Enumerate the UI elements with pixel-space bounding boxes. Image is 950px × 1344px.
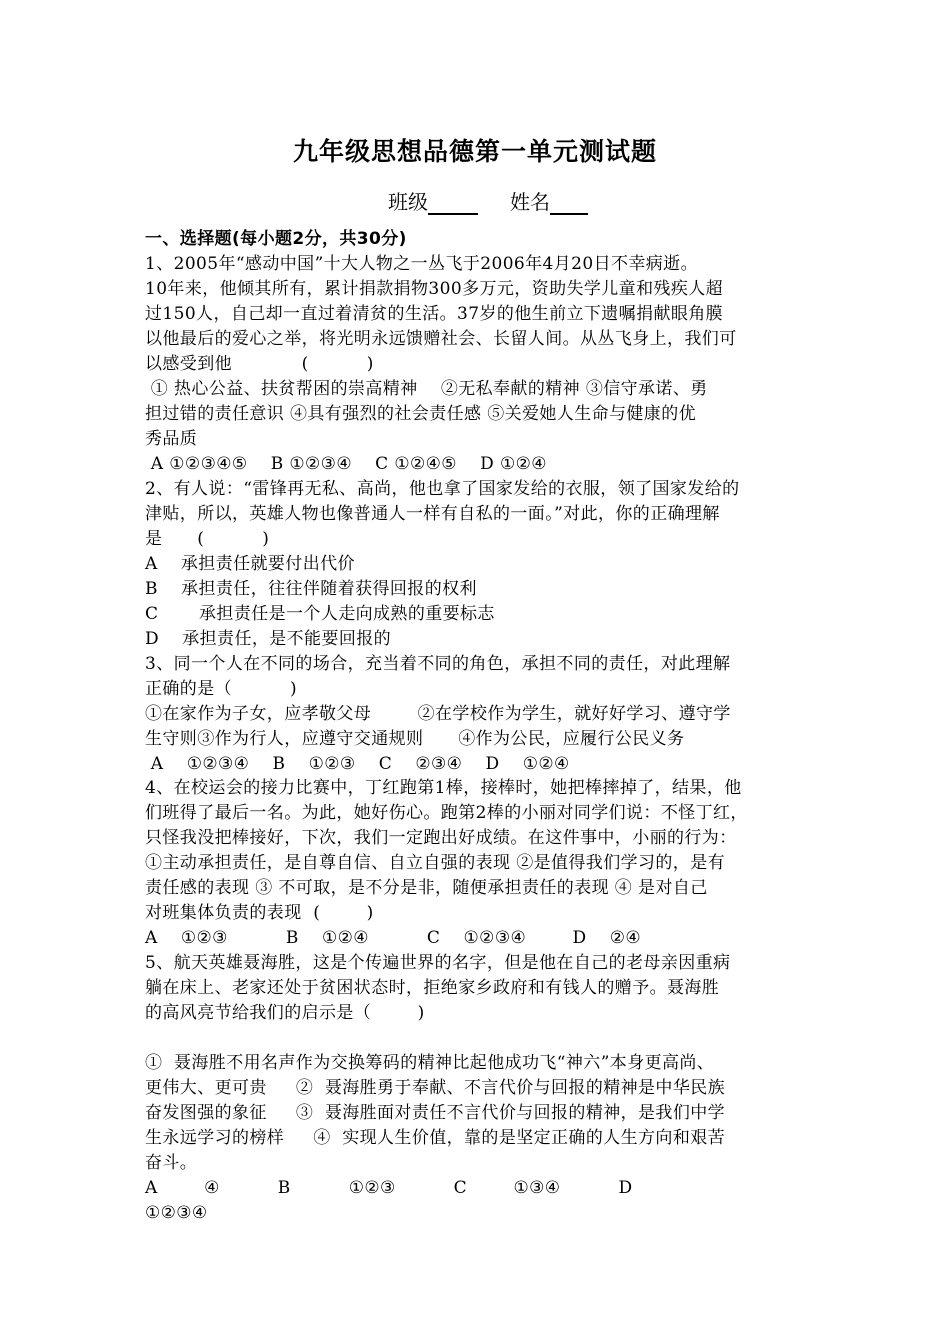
question-line: ①在家作为子女，应孝敬父母 ②在学校作为学生，就好好学习、遵守学 [145, 704, 731, 724]
answer-option: A 承担责任就要付出代价 [145, 554, 355, 574]
answer-options: A ①②③④ B ①②③ C ②③④ D ①②④ [145, 754, 570, 774]
question-line: 津贴，所以，英雄人物也像普通人一样有自私的一面。”对此，你的正确理解 [145, 504, 720, 524]
question-line: 3、同一个人在不同的场合，充当着不同的角色，承担不同的责任，对此理解 [145, 654, 731, 674]
page-title: 九年级思想品德第一单元测试题 [292, 137, 657, 166]
question-line: 秀品质 [145, 429, 198, 449]
question-line: 是 ( ) [145, 529, 270, 549]
question-line: ① 热心公益、扶贫帮困的崇高精神 ②无私奉献的精神 ③信守承诺、勇 [145, 379, 708, 399]
answer-options: A ④ B ①②③ C ①③④ D [145, 1178, 633, 1198]
answer-option: B 承担责任，往往伴随着获得回报的权利 [145, 579, 477, 599]
student-info-line [388, 186, 588, 215]
class-label: 班级 [388, 190, 428, 214]
question-line: 4、在校运会的接力比赛中，丁红跑第1棒，接棒时，她把棒摔掉了，结果，他 [145, 778, 742, 798]
question-line: 生守则③作为行人，应遵守交通规则 ④作为公民，应履行公民义务 [145, 729, 685, 749]
class-blank [428, 191, 478, 215]
question-line: 正确的是（ ) [145, 679, 298, 699]
question-line: 奋发图强的象征 ③ 聂海胜面对责任不言代价与回报的精神，是我们中学 [145, 1103, 726, 1123]
question-line: 1、2005年“感动中国”十大人物之一丛飞于2006年4月20日不幸病逝。 [145, 254, 698, 274]
question-line: 只怪我没把棒接好，下次，我们一定跑出好成绩。在这件事中，小丽的行为： [145, 828, 737, 848]
question-line: 10年来，他倾其所有，累计捐款捐物300多万元，资助失学儿童和残疾人超 [145, 279, 724, 299]
question-line: 担过错的责任意识 ④具有强烈的社会责任感 ⑤关爱她人生命与健康的优 [145, 404, 697, 424]
question-line: 的高风亮节给我们的启示是（ ) [145, 1003, 425, 1023]
section-header: 一、选择题(每小题2分，共30分) [145, 229, 407, 249]
question-line: 奋斗。 [145, 1153, 198, 1173]
question-line: 生永远学习的榜样 ④ 实现人生价值，靠的是坚定正确的人生方向和艰苦 [145, 1128, 726, 1148]
question-line: 对班集体负责的表现 ( ) [145, 903, 374, 923]
answer-options: A ①②③ B ①②④ C ①②③④ D ②④ [145, 928, 642, 948]
question-line: 躺在床上、老家还处于贫困状态时，拒绝家乡政府和有钱人的赠予。聂海胜 [145, 978, 720, 998]
question-line: 2、有人说：“雷锋再无私、高尚，他也拿了国家发给的衣服，领了国家发给的 [145, 479, 740, 499]
question-line: 们班得了最后一名。为此，她好伤心。跑第2棒的小丽对同学们说：不怪丁红， [145, 803, 748, 823]
answer-options: A ①②③④⑤ B ①②③④ C ①②④⑤ D ①②④ [145, 454, 547, 474]
name-blank [550, 191, 588, 215]
answer-options: ①②③④ [145, 1203, 208, 1223]
question-line: ①主动承担责任，是自尊自信、自立自强的表现 ②是值得我们学习的，是有 [145, 853, 726, 873]
question-line: 责任感的表现 ③ 不可取，是不分是非，随便承担责任的表现 ④ 是对自己 [145, 878, 708, 898]
question-line: 过150人，自己却一直过着清贫的生活。37岁的他生前立下遗嘱捐献眼角膜 [145, 304, 724, 324]
question-line: 更伟大、更可贵 ② 聂海胜勇于奉献、不言代价与回报的精神是中华民族 [145, 1078, 726, 1098]
name-label: 姓名 [510, 190, 550, 214]
question-line: 以他最后的爱心之举，将光明永远馈赠社会、长留人间。从丛飞身上，我们可 [145, 329, 737, 349]
answer-option: D 承担责任，是不能要回报的 [145, 629, 392, 649]
question-line: ① 聂海胜不用名声作为交换筹码的精神比起他成功飞“神六”本身更高尚、 [145, 1053, 715, 1073]
answer-option: C 承担责任是一个人走向成熟的重要标志 [145, 604, 495, 624]
question-line: 以感受到他 ( ) [145, 354, 374, 374]
question-line: 5、航天英雄聂海胜，这是个传遍世界的名字，但是他在自己的老母亲因重病 [145, 953, 731, 973]
